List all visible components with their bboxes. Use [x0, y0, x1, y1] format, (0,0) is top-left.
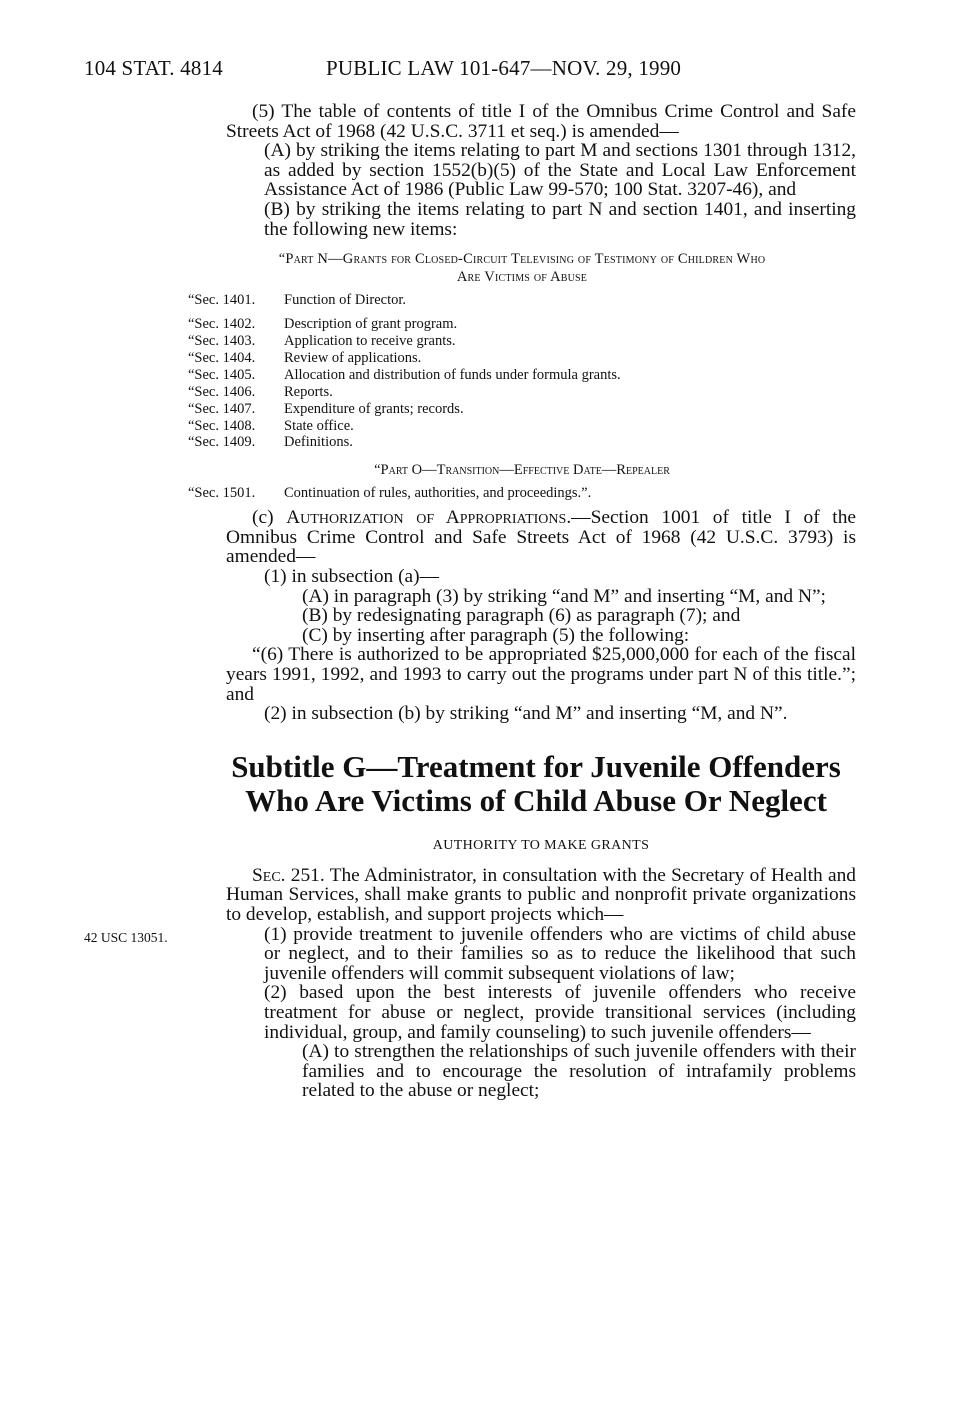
section-251-label: Sec. — [252, 864, 286, 886]
toc-item-num: “Sec. 1409. — [188, 434, 256, 451]
toc-item-num: “Sec. 1402. — [188, 316, 256, 333]
document-body — [188, 101, 857, 1102]
toc-item-title: Description of grant program. — [284, 316, 458, 333]
toc-item-num: “Sec. 1401. — [188, 292, 256, 309]
toc-item-num: “Sec. 1408. — [188, 417, 256, 434]
section-c-para-1a — [226, 587, 856, 607]
toc-item — [188, 418, 856, 435]
toc-item-title: State office. — [284, 417, 354, 434]
toc-item-title: Function of Director. — [284, 292, 407, 309]
section-c-para-1b: (B) by redesignating paragraph (6) as paragraph (7); and — [302, 605, 741, 627]
toc-item-num: “Sec. 1406. — [188, 383, 256, 400]
toc-item — [188, 384, 856, 401]
section-c-heading: Authorization of Appropriations. — [286, 507, 572, 529]
toc-item-num: “Sec. 1407. — [188, 400, 256, 417]
toc-item-title: Review of applications. — [284, 349, 422, 366]
section-c-para-1a-text: (A) in paragraph (3) by striking “and M” and inserting “M, and N”; — [302, 585, 826, 607]
toc-part-n-heading-cont: Are Victims of Abuse — [456, 269, 588, 286]
section-c-para-1: (1) in subsection (a)— — [264, 566, 440, 587]
toc-item — [188, 367, 856, 384]
toc-list — [188, 292, 856, 451]
toc-item — [188, 316, 856, 333]
subtitle-g-line-2: Who Are Victims of Child Abuse Or Neglect — [245, 782, 827, 818]
toc-item — [188, 401, 856, 418]
toc-item-title: Reports. — [284, 383, 333, 400]
section-c-para-2: (2) in subsection (b) by striking “and M” and inserting “M, and N”. — [264, 703, 788, 725]
toc-part-n-heading: “Part N—Grants for Closed-Circuit Televising of Testimony of Children Who — [278, 251, 766, 268]
toc-item-title: Allocation and distribution of funds under formula grants. — [284, 366, 621, 383]
toc-item — [188, 333, 856, 350]
toc-item — [188, 292, 856, 309]
margin-usc-note: 42 USC 13051. — [84, 930, 168, 945]
section-251-para-1: (1) provide treatment to juvenile offenders who are victims of child abuse or neglect, and to their families so as to reduce the likelihood that such juvenile offenders will commit subsequent violations of law; — [264, 923, 856, 984]
section-c — [226, 508, 856, 567]
toc-item-title: Definitions. — [284, 434, 353, 451]
toc-item-title: Application to receive grants. — [284, 332, 456, 349]
authority-heading: AUTHORITY TO MAKE GRANTS — [432, 837, 650, 853]
section-251-para-2: (2) based upon the best interests of juvenile offenders who receive treatment for abuse or neglect, provide transitional services (including individual, group, and family counseling) to such juvenile offenders— — [264, 982, 856, 1043]
toc-item-title: Continuation of rules, authorities, and proceedings.”. — [284, 485, 592, 502]
para-5-b: (B) by striking the items relating to part N and section 1401, and inserting the following new items: — [264, 198, 856, 240]
section-c-para-1c: (C) by inserting after paragraph (5) the following: — [302, 624, 690, 646]
section-251-intro: 251. The Administrator, in consultation with the Secretary of Health and Human Services, shall make grants to public and nonprofit private organizations to develop, establish, and support projects which— — [226, 864, 856, 925]
toc-item — [188, 485, 856, 502]
toc-item — [188, 434, 856, 451]
section-251 — [226, 866, 856, 925]
section-c-text: —Section 1001 of title I of the Omnibus Crime Control and Safe Streets Act of 1968 (42 U.S.C. 3793) is amended— — [226, 507, 857, 568]
toc-item — [188, 350, 856, 367]
para-5-a: (A) by striking the items relating to part M and sections 1301 through 1312, as added by section 1552(b)(5) of the State and Local Law Enforcement Assistance Act of 1986 (Public Law 99-570; 100 Stat. 3207-46), and — [264, 140, 856, 201]
toc-item-num: “Sec. 1403. — [188, 332, 256, 349]
toc-item-num: “Sec. 1405. — [188, 366, 256, 383]
section-251-para-2a: (A) to strengthen the relationships of such juvenile offenders with their families and to encourage the resolution of intrafamily problems related to the abuse or neglect; — [302, 1041, 856, 1102]
subtitle-g-line-1: Subtitle G—Treatment for Juvenile Offenders — [231, 748, 841, 784]
toc-item-num: “Sec. 1501. — [188, 485, 256, 502]
section-c-quote: “(6) There is authorized to be appropriated $25,000,000 for each of the fiscal years 1991, 1992, and 1993 to carry out the programs under part N of this title.”; and — [226, 644, 856, 705]
toc-item-num: “Sec. 1404. — [188, 349, 256, 366]
toc-part-o-heading: “Part O—Transition—Effective Date—Repealer — [374, 462, 670, 479]
page-law-header: PUBLIC LAW 101-647—NOV. 29, 1990 — [326, 56, 682, 80]
para-5-intro: (5) The table of contents of title I of the Omnibus Crime Control and Safe Streets Act of 1968 (42 U.S.C. 3711 et seq.) is amended— — [226, 101, 856, 142]
subtitle-g-heading — [216, 750, 856, 818]
section-c-label: (c) — [252, 507, 287, 529]
page-stat-citation: 104 STAT. 4814 — [84, 56, 223, 80]
toc-item-title: Expenditure of grants; records. — [284, 400, 464, 417]
